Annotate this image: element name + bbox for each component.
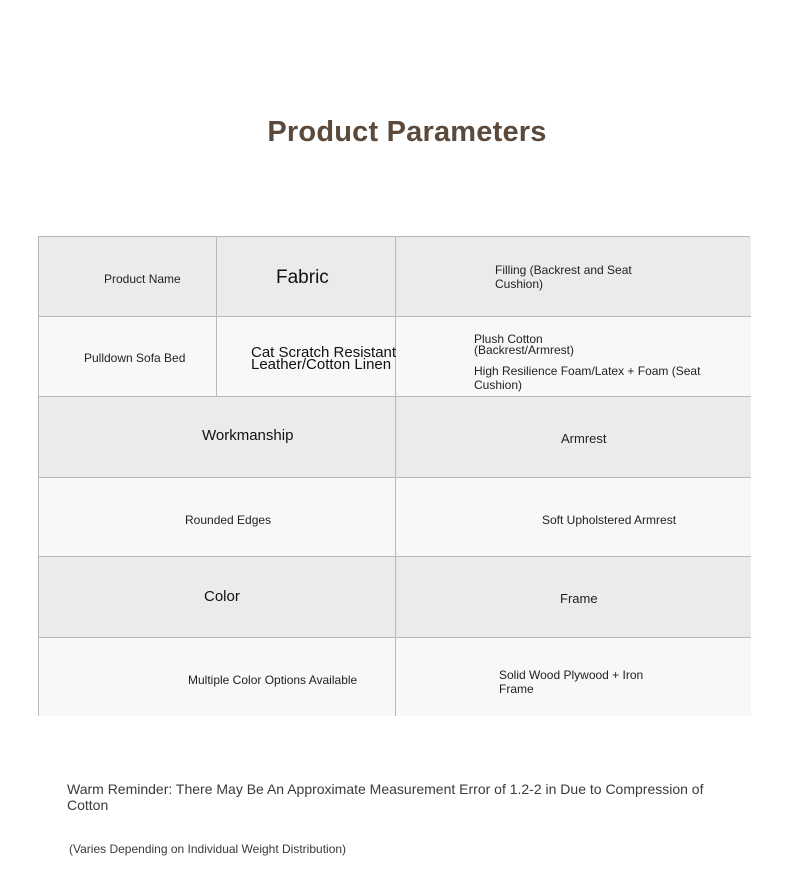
fabric-label: Fabric (276, 267, 329, 288)
frame-label: Frame (560, 591, 598, 606)
filling-label: Filling (Backrest and Seat Cushion) (495, 263, 632, 291)
armrest-value: Soft Upholstered Armrest (542, 513, 677, 527)
workmanship-value: Rounded Edges (185, 513, 272, 527)
filling-value-2: High Resilience Foam/Latex + Foam (Seat Cushion) (474, 364, 701, 392)
product-name-value: Pulldown Sofa Bed (84, 351, 186, 365)
workmanship-label: Workmanship (202, 427, 294, 444)
fabric-value-line1: Cat Scratch Resistant (251, 344, 397, 361)
filling-value-1: Plush Cotton (Backrest/Armrest) (474, 332, 575, 357)
page-title-text: Product Parameters (267, 116, 547, 148)
fabric-value-line2: Leather/Cotton Linen (251, 356, 392, 373)
color-label: Color (204, 588, 240, 605)
frame-value: Solid Wood Plywood + Iron Frame (499, 668, 644, 696)
color-value: Multiple Color Options Available (188, 673, 358, 687)
armrest-label: Armrest (561, 431, 607, 446)
product-name-label: Product Name (104, 272, 181, 286)
page-title (0, 116, 790, 149)
column-divider (395, 237, 396, 716)
weight-distribution-note: (Varies Depending on Individual Weight Distribution) (69, 842, 347, 856)
warm-reminder-note: Warm Reminder: There May Be An Approximate Measurement Error of 1.2-2 in Due to Compression of Cotton (67, 781, 704, 813)
parameters-table (38, 236, 750, 716)
column-divider (216, 237, 217, 397)
